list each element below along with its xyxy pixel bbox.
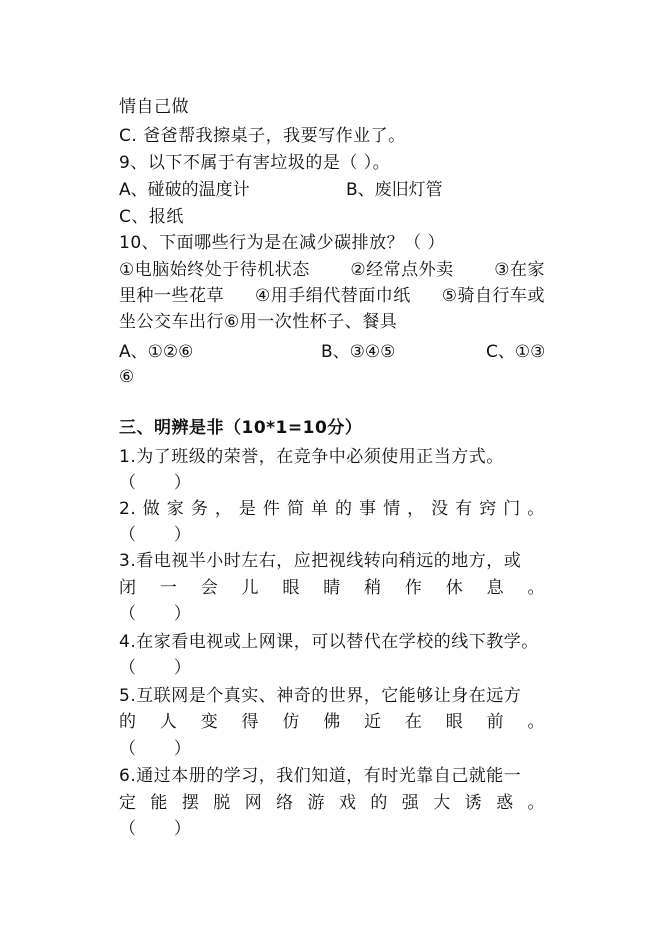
char: 诱 xyxy=(464,793,483,813)
char: 休 xyxy=(445,578,464,598)
q10-option-a: A、①②⑥ xyxy=(119,342,194,362)
q9-option-a: A、碰破的温度计 xyxy=(119,180,250,200)
char: 门 xyxy=(503,499,521,519)
char: 。 xyxy=(527,712,545,732)
char: 大 xyxy=(433,793,451,813)
q8-option-c: C. 爸爸帮我擦桌子，我要写作业了。 xyxy=(119,126,406,146)
judge-item-5: 5.互联网是个真实、神奇的世界，它能够让身在远方 xyxy=(119,686,522,706)
judge-item-6: 6.通过本册的学习，我们知道，有时光靠自己就能一 xyxy=(119,766,522,786)
char: 眼 xyxy=(282,578,300,598)
answer-blank-2[interactable]: （ ） xyxy=(119,525,191,545)
char: 摆 xyxy=(181,793,200,813)
char: 有 xyxy=(455,499,473,519)
char: 窍 xyxy=(479,499,497,519)
char: 得 xyxy=(241,712,260,732)
q9-option-c: C、报纸 xyxy=(119,207,184,227)
char: 儿 xyxy=(241,578,260,598)
char: 的 xyxy=(119,712,137,732)
char: 的 xyxy=(335,499,353,519)
char: 事 xyxy=(359,499,377,519)
answer-blank-3[interactable]: （ ） xyxy=(119,604,191,624)
char: 强 xyxy=(401,793,420,813)
q10-options-row xyxy=(119,340,546,364)
char: 人 xyxy=(159,712,178,732)
q10-line-2 xyxy=(119,284,545,308)
continuation-text: 情自己做 xyxy=(119,97,189,117)
q10-choice-1: ①电脑始终处于待机状态 xyxy=(119,260,310,280)
judge-item-3-line-2 xyxy=(119,576,545,600)
q10-option-c: C、①③ xyxy=(486,342,546,362)
char: 眼 xyxy=(445,712,464,732)
q10-line-3: 坐公交车出行⑥用一次性杯子、餐具 xyxy=(119,312,398,332)
char: 稍 xyxy=(364,578,382,598)
q10-option-c-continued: ⑥ xyxy=(119,367,135,387)
char: 脱 xyxy=(213,793,231,813)
char: 的 xyxy=(370,793,388,813)
q10-choice-3: ③在家 xyxy=(494,260,545,280)
q10-line2-part-3: ⑤骑自行车或 xyxy=(441,286,545,306)
char: 。 xyxy=(527,499,545,519)
q10-line2-part-1: 里种一些花草 xyxy=(119,286,224,306)
char: 网 xyxy=(244,793,263,813)
judge-item-4: 4.在家看电视或上网课，可以替代在学校的线下教学。 xyxy=(119,632,539,652)
judge-item-3: 3.看电视半小时左右，应把视线转向稍远的地方，或 xyxy=(119,551,522,571)
char: 作 xyxy=(404,578,423,598)
char: 近 xyxy=(364,712,382,732)
char: 定 xyxy=(119,793,137,813)
char: 在 xyxy=(404,712,423,732)
q10-line2-part-2: ④用手绢代替面巾纸 xyxy=(255,286,411,306)
answer-blank-5[interactable]: （ ） xyxy=(119,739,191,759)
char: 简 xyxy=(286,499,305,519)
char: 2. xyxy=(119,499,137,519)
char: 没 xyxy=(431,499,449,519)
section-3-title: 三、明辨是非（10*1=10分） xyxy=(119,418,363,438)
answer-blank-6[interactable]: （ ） xyxy=(119,819,191,839)
char: 络 xyxy=(276,793,294,813)
char: 单 xyxy=(310,499,329,519)
char: 惑 xyxy=(496,793,514,813)
char: 能 xyxy=(150,793,168,813)
char: 仿 xyxy=(282,712,300,732)
char: 睛 xyxy=(323,578,341,598)
q10-line-1 xyxy=(119,258,545,282)
q10-stem: 10、下面哪些行为是在减少碳排放？（ ） xyxy=(119,233,446,253)
judge-item-6-line-2 xyxy=(119,791,545,815)
judge-item-2 xyxy=(119,497,545,521)
char: 佛 xyxy=(323,712,341,732)
char: 游 xyxy=(307,793,326,813)
char: 一 xyxy=(159,578,178,598)
q9-options-row xyxy=(119,178,443,202)
char: 戏 xyxy=(338,793,357,813)
char: 。 xyxy=(527,793,545,813)
char: ， xyxy=(214,499,233,519)
char: 件 xyxy=(262,499,281,519)
judge-item-5-line-2 xyxy=(119,710,545,734)
char: 变 xyxy=(200,712,219,732)
judge-item-1: 1.为了班级的荣誉，在竞争中必须使用正当方式。 xyxy=(119,447,504,467)
char: 会 xyxy=(200,578,219,598)
char: 闭 xyxy=(119,578,137,598)
char: 做 xyxy=(142,499,161,519)
char: 情 xyxy=(383,499,401,519)
char: ， xyxy=(407,499,425,519)
answer-blank-4[interactable]: （ ） xyxy=(119,658,191,678)
q10-choice-2: ②经常点外卖 xyxy=(350,260,454,280)
char: 务 xyxy=(190,499,209,519)
answer-blank-1[interactable]: （ ） xyxy=(119,473,191,493)
q10-option-b: B、③④⑤ xyxy=(321,342,396,362)
char: 家 xyxy=(166,499,185,519)
q9-stem: 9、以下不属于有害垃圾的是（ ）。 xyxy=(119,153,391,173)
char: 息 xyxy=(486,578,505,598)
char: 前 xyxy=(486,712,505,732)
q9-option-b: B、废旧灯管 xyxy=(346,180,443,200)
char: 是 xyxy=(238,499,257,519)
char: 。 xyxy=(527,578,545,598)
